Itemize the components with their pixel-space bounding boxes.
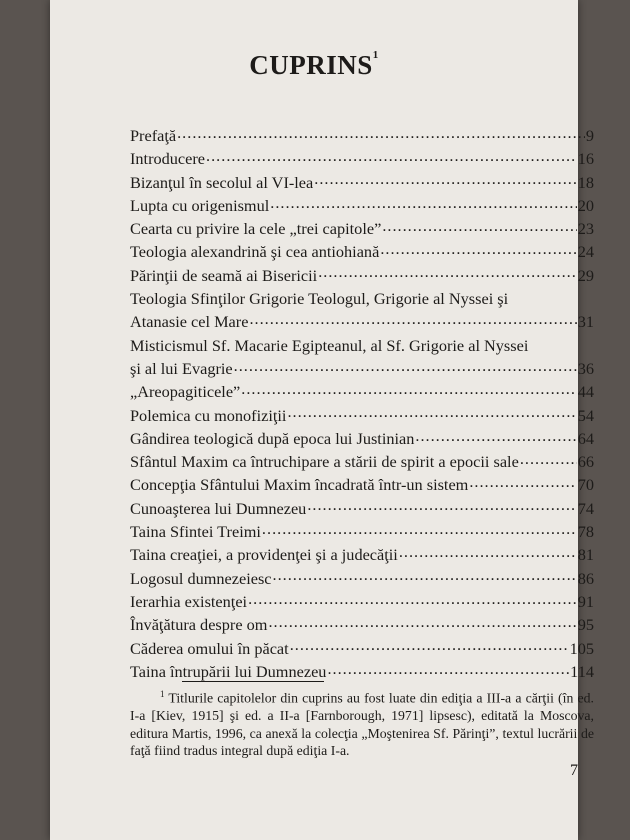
toc-leader-dots <box>307 497 576 513</box>
toc-entry-page: 78 <box>577 522 594 542</box>
toc-entry-title: Cunoaşterea lui Dumnezeu <box>130 498 307 518</box>
toc-entry-title: Cearta cu privire la cele „trei capitole” <box>130 219 382 239</box>
toc-entry-title: Teologia alexandrină şi cea antiohiană <box>130 242 380 262</box>
toc-leader-dots <box>270 195 576 211</box>
toc-entry <box>130 450 594 473</box>
toc-entry-title: Sfântul Maxim ca întruchipare a stării de spirit a epocii sale <box>130 452 519 472</box>
toc-entry-title: Căderea omului în păcat <box>130 638 289 658</box>
toc-entry-title: Taina Sfintei Treimi <box>130 522 261 542</box>
toc-entry-page: 81 <box>577 545 594 565</box>
toc-leader-dots <box>206 148 577 164</box>
toc-leader-dots <box>382 218 576 234</box>
toc-entry-title: Taina creaţiei, a providenţei şi a judecăţii <box>130 545 398 565</box>
toc-entry <box>130 334 594 357</box>
footnote-mark: 1 <box>160 689 165 699</box>
footnote <box>130 686 594 760</box>
toc-leader-dots <box>248 591 577 607</box>
toc-leader-dots <box>469 474 576 490</box>
toc-leader-dots <box>241 381 576 397</box>
page-number: 7 <box>570 762 578 779</box>
toc-entry-title: „Areopagiticele” <box>130 382 241 402</box>
page-title <box>50 50 578 81</box>
toc-entry-page: 86 <box>577 568 594 588</box>
toc-entry-title: Părinţii de seamă ai Bisericii <box>130 265 318 285</box>
toc-leader-dots <box>380 241 576 257</box>
toc-entry-page: 54 <box>577 405 594 425</box>
toc-entry <box>130 147 594 170</box>
footnote-text: Titlurile capitolelor din cuprins au fost luate din ediţia a III-a a cărţii (în ed. I-a [Kiev, 1915] şi ed. a II-a [Farnborough, 1971] lipsesc), editată la Moscova, editura Martis, 1996, ca anexă la colecţia „Moştenirea Sf. Părinţi”, textul lucrării de faţă fiind tradus integral după ediţia I-a. <box>130 690 594 759</box>
toc-leader-dots <box>314 171 576 187</box>
toc-entry <box>130 124 594 147</box>
toc-leader-dots <box>273 567 577 583</box>
toc-entry-page: 23 <box>577 219 594 239</box>
toc-entry <box>130 543 594 566</box>
toc-entry <box>130 637 594 660</box>
toc-leader-dots <box>249 311 576 327</box>
toc-entry <box>130 217 594 240</box>
toc-entry-page: 18 <box>577 172 594 192</box>
toc-leader-dots <box>520 451 577 467</box>
toc-leader-dots <box>318 264 577 280</box>
toc-entry-title: Prefaţă <box>130 126 177 145</box>
toc-entry-page: 105 <box>569 638 594 658</box>
toc-entry <box>130 520 594 543</box>
toc-entry <box>130 264 594 287</box>
toc-entry <box>130 287 594 310</box>
toc-entry-continuation <box>130 357 594 380</box>
toc-entry <box>130 171 594 194</box>
toc-entry-title: şi al lui Evagrie <box>130 358 233 378</box>
toc-entry <box>130 427 594 450</box>
toc-entry-page: 95 <box>577 615 594 635</box>
toc-entry-page: 20 <box>577 195 594 215</box>
toc-entry-title: Taina întrupării lui Dumnezeu <box>130 661 327 681</box>
toc-entry-page: 44 <box>577 382 594 402</box>
toc-leader-dots <box>415 428 576 444</box>
toc-entry-page: 24 <box>577 242 594 262</box>
title-footnote-mark: 1 <box>372 49 379 61</box>
toc-entry-page: 9 <box>585 126 594 145</box>
toc-leader-dots <box>262 521 577 537</box>
toc-entry-title: Ierarhia existenţei <box>130 591 248 611</box>
toc-entry-title: Misticismul Sf. Macarie Egipteanul, al Sf. Grigorie al Nyssei <box>130 335 529 355</box>
toc-entry <box>130 497 594 520</box>
toc-entry-title: Logosul dumnezeiesc <box>130 568 272 588</box>
toc-leader-dots <box>268 614 576 630</box>
toc-entry-title: Bizanţul în secolul al VI-lea <box>130 172 314 192</box>
toc-entry-title: Introducere <box>130 149 206 169</box>
toc-entry <box>130 567 594 590</box>
toc-entry <box>130 590 594 613</box>
toc-entry-page: 66 <box>577 452 594 472</box>
toc-leader-dots <box>234 358 577 374</box>
toc-entry-page: 31 <box>577 312 594 332</box>
toc-entry-page: 29 <box>577 265 594 285</box>
table-of-contents <box>130 124 594 683</box>
toc-entry <box>130 194 594 217</box>
footnote-rule <box>182 681 324 682</box>
toc-entry-title: Concepţia Sfântului Maxim încadrată într-un sistem <box>130 475 469 495</box>
toc-leader-dots <box>399 544 577 560</box>
toc-leader-dots <box>177 125 585 141</box>
toc-entry <box>130 240 594 263</box>
toc-entry-page: 74 <box>577 498 594 518</box>
toc-entry-page: 70 <box>577 475 594 495</box>
toc-entry-page: 114 <box>570 661 594 681</box>
toc-entry-page: 36 <box>577 358 594 378</box>
toc-leader-dots <box>290 637 569 653</box>
toc-entry-title: Atanasie cel Mare <box>130 312 249 332</box>
toc-entry <box>130 660 594 683</box>
toc-entry-title: Gândirea teologică după epoca lui Justinian <box>130 428 415 448</box>
toc-entry <box>130 613 594 636</box>
toc-entry-title: Învăţătura despre om <box>130 615 268 635</box>
title-text: CUPRINS <box>249 50 373 80</box>
toc-entry-continuation <box>130 310 594 333</box>
toc-entry-title: Polemica cu monofiziţii <box>130 405 287 425</box>
toc-entry <box>130 404 594 427</box>
toc-entry-title: Teologia Sfinţilor Grigorie Teologul, Grigorie al Nyssei şi <box>130 289 509 309</box>
toc-entry-title: Lupta cu origenismul <box>130 195 270 215</box>
book-page <box>50 0 594 840</box>
toc-entry-page: 91 <box>577 591 594 611</box>
toc-entry <box>130 473 594 496</box>
toc-leader-dots <box>327 661 569 677</box>
toc-leader-dots <box>287 404 576 420</box>
toc-entry-page: 16 <box>577 149 594 169</box>
toc-entry-page: 64 <box>577 428 594 448</box>
toc-entry <box>130 380 594 403</box>
